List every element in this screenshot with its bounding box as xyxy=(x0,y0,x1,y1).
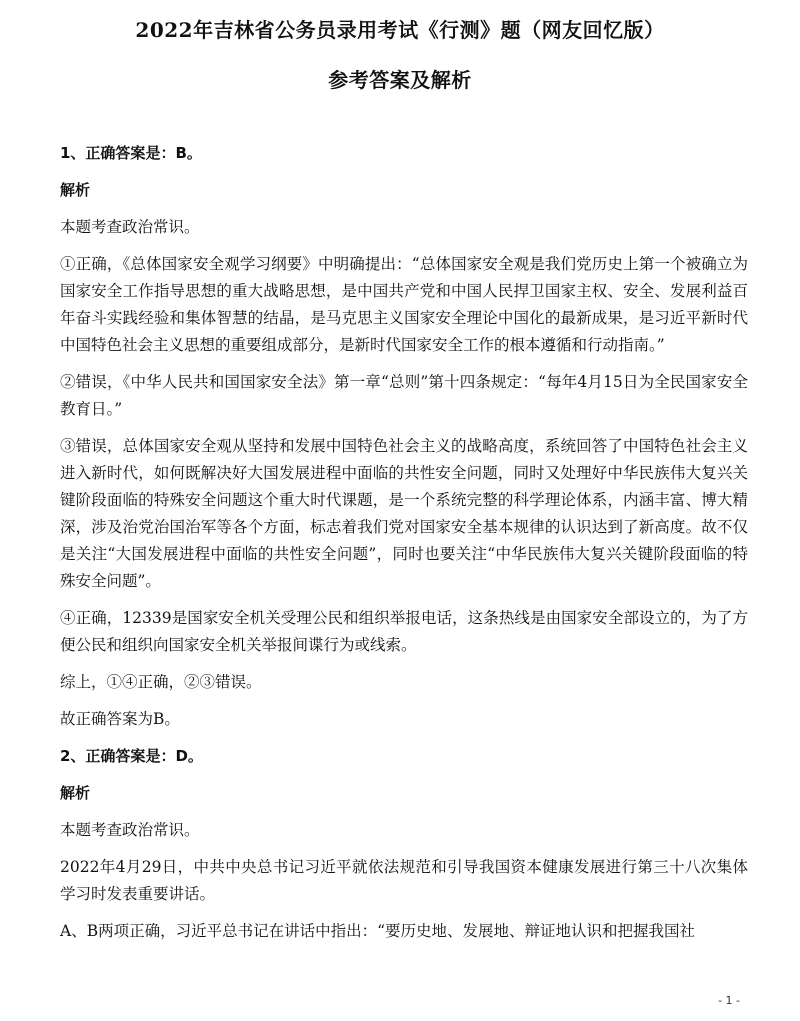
question-1-answer: 1、正确答案是：B。 xyxy=(60,144,202,162)
question-1-conclusion: 故正确答案为B。 xyxy=(60,710,180,728)
document-subtitle: 参考答案及解析 xyxy=(328,68,472,92)
question-2-answer: 2、正确答案是：D。 xyxy=(60,747,203,765)
question-1-paragraph-4: ④正确，12339是国家安全机关受理公民和组织举报电话，这条热线是由国家安全部设立的，为了方便公民和组织向国家安全机关举报间谍行为或线索。 xyxy=(60,609,748,654)
page-number: - 1 - xyxy=(718,994,740,1007)
question-1-paragraph-3: ③错误，总体国家安全观从坚持和发展中国特色社会主义的战略高度，系统回答了中国特色社会主义进入新时代，如何既解决好大国发展进程中面临的共性安全问题，同时又处理好中华民族伟大复兴关键阶段面临的特殊安全问题这个重大时代课题，是一个系统完整的科学理论体系，内涵丰富、博大精深，涉及治党治国治军等各个方面，标志着我们党对国家安全基本规律的认识达到了新高度。故不仅是关注“大国发展进程中面临的共性安全问题”，同时也要关注“中华民族伟大复兴关键阶段面临的特殊安全问题”。 xyxy=(60,437,748,590)
question-1-paragraph-1: ①正确，《总体国家安全观学习纲要》中明确提出：“总体国家安全观是我们党历史上第一个被确立为国家安全工作指导思想的重大战略思想，是中国共产党和中国人民捍卫国家主权、安全、发展利益百年奋斗实践经验和集体智慧的结晶，是马克思主义国家安全理论中国化的最新成果，是习近平新时代中国特色社会主义思想的重要组成部分，是新时代国家安全工作的根本遵循和行动指南。” xyxy=(60,255,748,354)
question-1-analysis-label: 解析 xyxy=(60,181,91,199)
question-2-paragraph-1: 2022年4月29日，中共中央总书记习近平就依法规范和引导我国资本健康发展进行第三十八次集体学习时发表重要讲话。 xyxy=(60,858,748,903)
question-1-summary: 综上，①④正确，②③错误。 xyxy=(60,673,262,691)
question-2-paragraph-2: A、B两项正确，习近平总书记在讲话中指出：“要历史地、发展地、辩证地认识和把握我国社 xyxy=(60,922,696,940)
question-2-analysis-label: 解析 xyxy=(60,784,91,802)
question-1-topic: 本题考查政治常识。 xyxy=(60,218,200,236)
document-body xyxy=(60,140,748,955)
question-1-paragraph-2: ②错误，《中华人民共和国国家安全法》第一章“总则”第十四条规定：“每年4月15日为全民国家安全教育日。” xyxy=(60,373,748,418)
document-title: 2022年吉林省公务员录用考试《行测》题（网友回忆版） xyxy=(135,18,665,42)
question-2-topic: 本题考查政治常识。 xyxy=(60,821,200,839)
